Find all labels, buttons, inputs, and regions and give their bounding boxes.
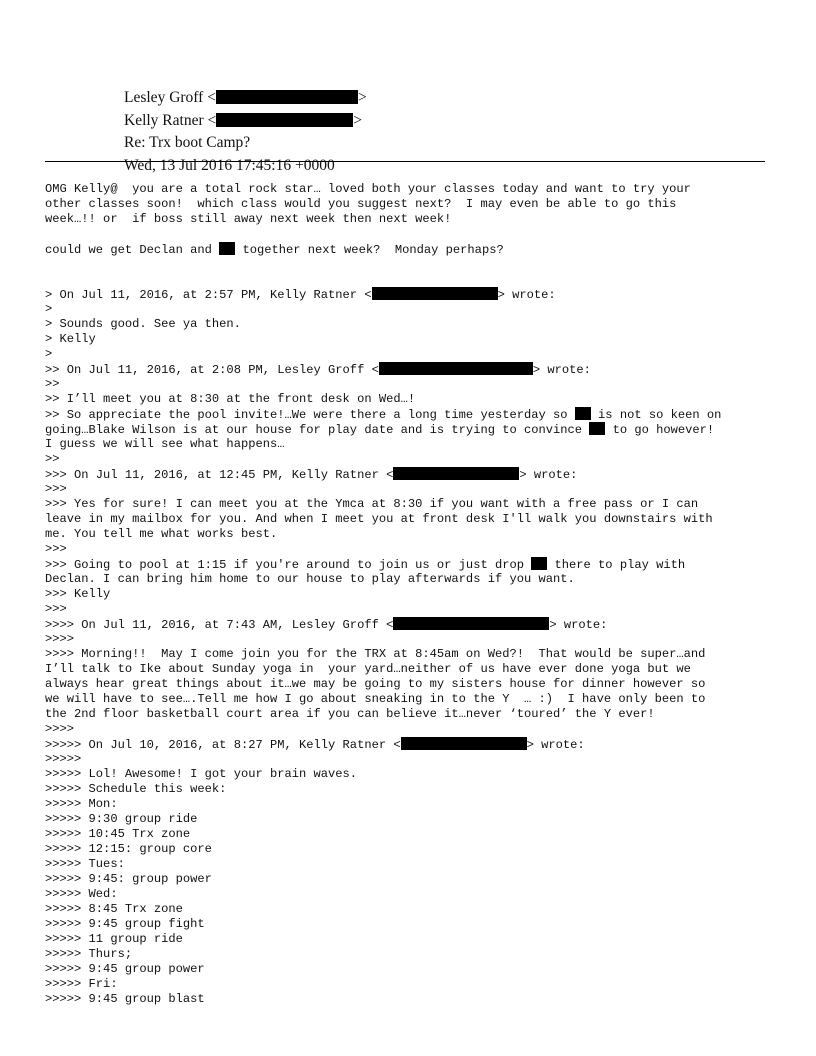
subject-value: Re: Trx boot Camp? bbox=[124, 134, 251, 151]
body-line bbox=[45, 242, 785, 257]
body-line: we will have to see….Tell me how I go about sneaking in to the Y … :) I have only been to bbox=[45, 692, 706, 706]
schedule-line: >>>>> Wed: bbox=[45, 887, 118, 901]
body-text: going…Blake Wilson is at our house for play date and is trying to convince bbox=[45, 423, 590, 437]
body-line: always hear great things about it…we may be going to my sisters house for dinner however so bbox=[45, 677, 706, 691]
schedule-line: >>>>> Fri: bbox=[45, 977, 118, 991]
body-text: > wrote: bbox=[519, 468, 578, 482]
date-value: Wed, 13 Jul 2016 17:45:16 +0000 bbox=[124, 157, 335, 174]
body-line: the 2nd floor basketball court area if you can believe it…never ‘toured’ the Y ever! bbox=[45, 707, 655, 721]
body-line bbox=[45, 227, 785, 242]
redacted-name bbox=[531, 557, 547, 570]
redacted-email bbox=[216, 90, 358, 104]
body-line: >>>>> Schedule this week: bbox=[45, 782, 227, 796]
redacted-email bbox=[393, 617, 549, 630]
body-text: >> So appreciate the pool invite!…We were there a long time yesterday so bbox=[45, 408, 575, 422]
quote-header bbox=[45, 617, 785, 632]
redacted-name bbox=[589, 422, 605, 435]
body-line: >>>> Morning!! May I come join you for the TRX at 8:45am on Wed?! That would be super…and bbox=[45, 647, 706, 661]
body-text: > wrote: bbox=[526, 738, 585, 752]
to-value bbox=[124, 112, 362, 130]
body-line: OMG Kelly@ you are a total rock star… loved both your classes today and want to try your bbox=[45, 182, 691, 196]
schedule-line: >>>>> 8:45 Trx zone bbox=[45, 902, 183, 916]
schedule-line: >>>>> Tues: bbox=[45, 857, 125, 871]
redacted-email bbox=[401, 737, 527, 750]
from-row bbox=[0, 53, 367, 106]
body-text: >> On Jul 11, 2016, at 2:08 PM, Lesley Groff < bbox=[45, 363, 379, 377]
body-line: other classes soon! which class would you suggest next? I may even be able to go this bbox=[45, 197, 677, 211]
schedule-line: >>>>> 12:15: group core bbox=[45, 842, 212, 856]
body-line: >>> bbox=[45, 602, 67, 616]
body-line: >> bbox=[45, 377, 60, 391]
schedule-line: >>>>> 11 group ride bbox=[45, 932, 183, 946]
schedule-line: >>>>> 9:45: group power bbox=[45, 872, 212, 886]
schedule-line: >>>>> Thurs; bbox=[45, 947, 133, 961]
schedule-line: >>>>> 9:45 group fight bbox=[45, 917, 205, 931]
body-line bbox=[45, 557, 785, 572]
body-line: week…!! or if boss still away next week then next week! bbox=[45, 212, 452, 226]
body-text: is not so keen on bbox=[590, 408, 722, 422]
body-text: there to play with bbox=[547, 558, 686, 572]
to-close: > bbox=[353, 112, 362, 129]
schedule-line: >>>>> 10:45 Trx zone bbox=[45, 827, 191, 841]
body-line: me. You tell me what works best. bbox=[45, 527, 278, 541]
schedule-line: >>>>> Mon: bbox=[45, 797, 118, 811]
body-line bbox=[45, 422, 785, 437]
body-text: >>>> On Jul 11, 2016, at 7:43 AM, Lesley Groff < bbox=[45, 618, 394, 632]
redacted-email bbox=[393, 467, 519, 480]
body-line: >>>>> Lol! Awesome! I got your brain waves. bbox=[45, 767, 358, 781]
redacted-name bbox=[219, 242, 235, 255]
body-line: > Kelly bbox=[45, 332, 96, 346]
redacted-email bbox=[379, 362, 533, 375]
quote-header bbox=[45, 287, 785, 302]
quote-header bbox=[45, 362, 785, 377]
schedule-line: >>>>> 9:45 group power bbox=[45, 962, 205, 976]
body-line: >>> Yes for sure! I can meet you at the Ymca at 8:30 if you want with a free pass or I can bbox=[45, 497, 699, 511]
quote-header bbox=[45, 737, 785, 752]
schedule-line: >>>>> 9:45 group blast bbox=[45, 992, 205, 1006]
body-line: > Sounds good. See ya then. bbox=[45, 317, 241, 331]
body-line bbox=[45, 272, 785, 287]
body-text: together next week? Monday perhaps? bbox=[235, 243, 504, 257]
from-name: Lesley Groff < bbox=[124, 89, 216, 106]
redacted-email bbox=[372, 287, 498, 300]
body-text: >>> Going to pool at 1:15 if you're around to join us or just drop bbox=[45, 558, 532, 572]
body-line: I guess we will see what happens… bbox=[45, 437, 285, 451]
body-line bbox=[45, 257, 785, 272]
body-text: > wrote: bbox=[497, 288, 556, 302]
body-text: > On Jul 11, 2016, at 2:57 PM, Kelly Ratner < bbox=[45, 288, 372, 302]
redacted-name bbox=[575, 407, 591, 420]
quote-header bbox=[45, 467, 785, 482]
body-line: >>> bbox=[45, 482, 67, 496]
body-line: >>>>> bbox=[45, 752, 82, 766]
to-name: Kelly Ratner < bbox=[124, 112, 217, 129]
body-text: to go however! bbox=[605, 423, 715, 437]
body-line: >>> bbox=[45, 542, 67, 556]
from-value bbox=[124, 89, 367, 107]
header-divider bbox=[45, 161, 765, 162]
body-line: leave in my mailbox for you. And when I meet you at front desk I'll walk you downstairs with bbox=[45, 512, 713, 526]
schedule-line: >>>>> 9:30 group ride bbox=[45, 812, 198, 826]
body-text: > wrote: bbox=[549, 618, 608, 632]
body-line bbox=[45, 407, 785, 422]
body-line: Declan. I can bring him home to our house to play afterwards if you want. bbox=[45, 572, 575, 586]
body-line: >> I’ll meet you at 8:30 at the front desk on Wed…! bbox=[45, 392, 416, 406]
redacted-email bbox=[216, 113, 353, 127]
body-line: > bbox=[45, 347, 53, 361]
body-line: >>> Kelly bbox=[45, 587, 111, 601]
body-text: could we get Declan and bbox=[45, 243, 220, 257]
email-body bbox=[45, 182, 785, 1007]
body-text: >>>>> On Jul 10, 2016, at 8:27 PM, Kelly Ratner < bbox=[45, 738, 401, 752]
body-text: >>> On Jul 11, 2016, at 12:45 PM, Kelly Ratner < bbox=[45, 468, 394, 482]
from-close: > bbox=[357, 89, 367, 106]
body-line: I’ll talk to Ike about Sunday yoga in your yard…neither of us have ever done yoga but we bbox=[45, 662, 691, 676]
body-line: >> bbox=[45, 452, 60, 466]
body-line: >>>> bbox=[45, 722, 75, 736]
body-line: > bbox=[45, 302, 53, 316]
body-text: > wrote: bbox=[532, 363, 591, 377]
body-line: >>>> bbox=[45, 632, 75, 646]
